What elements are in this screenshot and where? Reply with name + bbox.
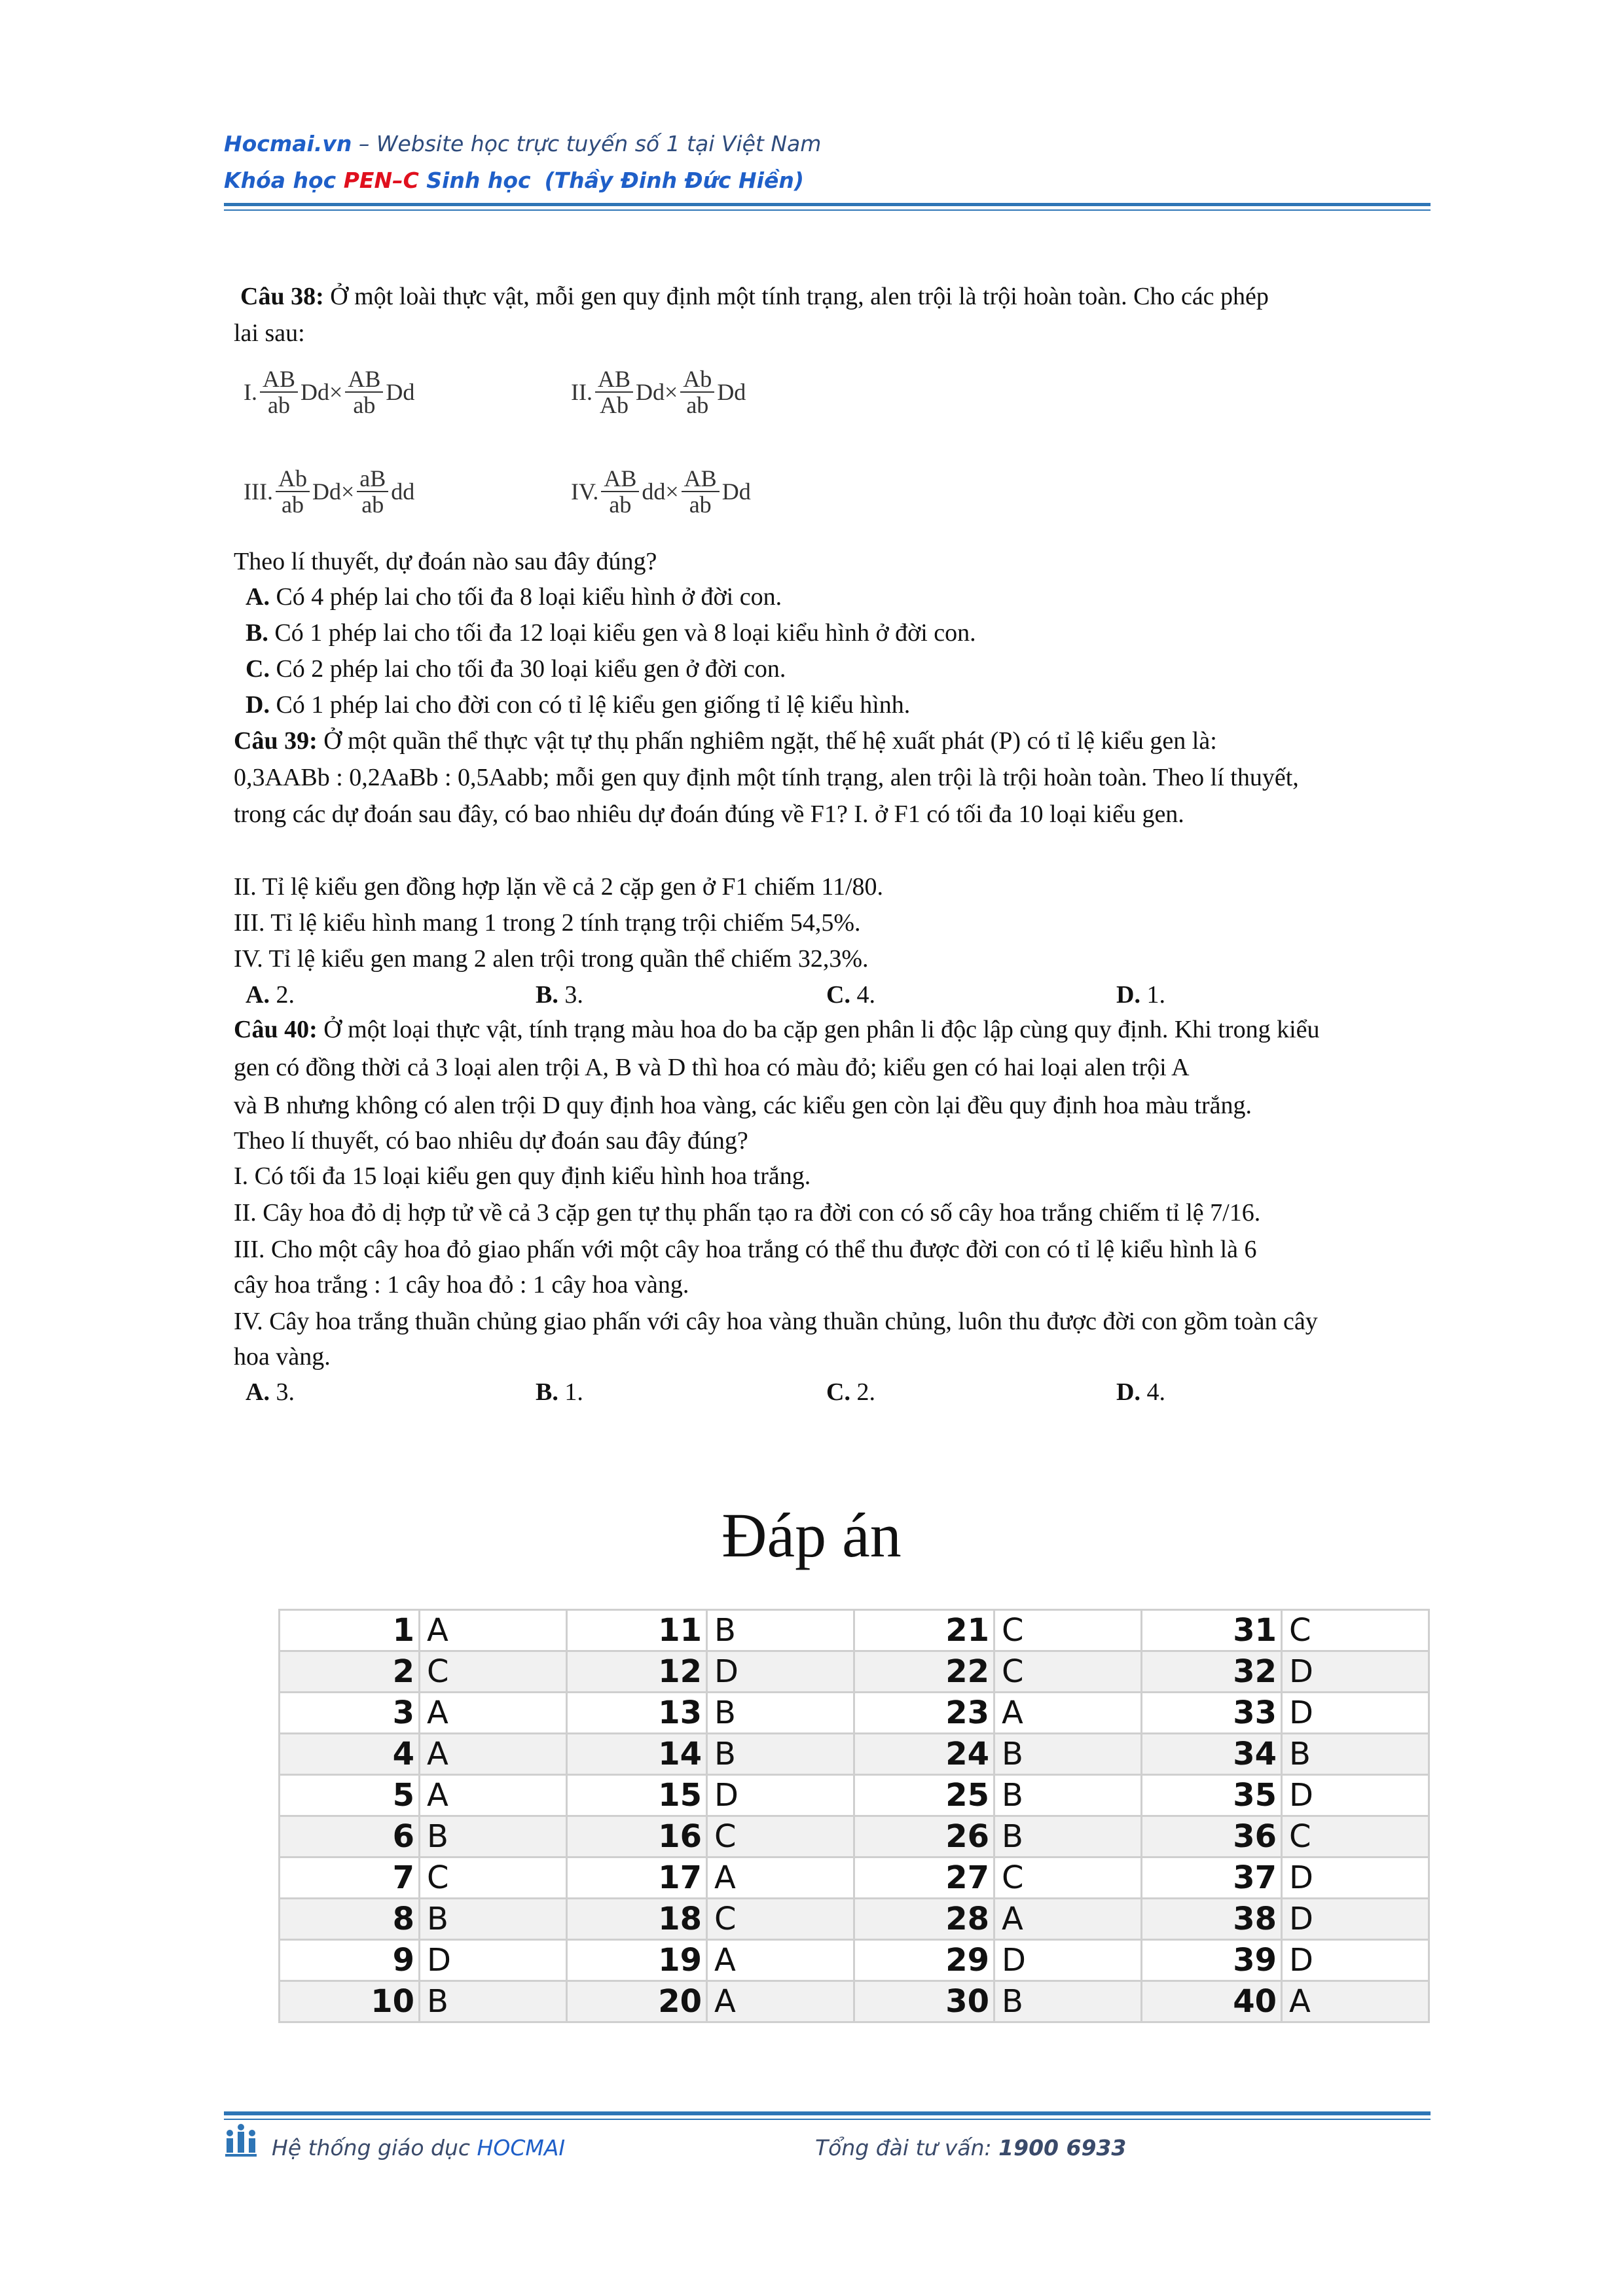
footer-right [815, 2135, 1126, 2161]
question-number: 6 [280, 1816, 420, 1857]
answer-letter: B [420, 1816, 567, 1857]
option-text: 4. [1140, 1378, 1165, 1406]
q39-statement-3: III. Tỉ lệ kiểu hình mang 1 trong 2 tính trạng trội chiếm 54,5%. [234, 909, 861, 937]
header-line-1 [224, 131, 821, 156]
answer-letter: D [707, 1651, 854, 1693]
q38-option-b[interactable] [246, 615, 976, 651]
answer-letter: A [420, 1693, 567, 1734]
q40-line-3: và B nhưng không có alen trội D quy định hoa vàng, các kiểu gen còn lại đều quy định hoa màu trắng. [234, 1092, 1252, 1119]
cross-4 [571, 466, 751, 517]
option-label: A. [246, 1378, 270, 1406]
cross-roman: II. [571, 379, 593, 405]
q39-text-1: Ở một quần thể thực vật tự thụ phấn nghiêm ngặt, thế hệ xuất phát (P) có tỉ lệ kiểu gen là: [317, 727, 1217, 755]
q40-option-b[interactable] [536, 1374, 583, 1410]
site-name[interactable]: Hocmai.vn [224, 131, 352, 156]
genotype-d: Dd [721, 478, 751, 505]
question-number: 11 [567, 1610, 707, 1651]
genotype-d: Dd [301, 379, 330, 405]
genotype-d: Dd [636, 379, 665, 405]
question-number: 27 [854, 1857, 994, 1899]
question-number: 18 [567, 1899, 707, 1940]
frac-den: ab [361, 492, 384, 518]
question-number: 25 [854, 1775, 994, 1816]
fraction [357, 466, 388, 517]
footer-rule-thick [224, 2111, 1431, 2115]
footer-brand: HOCMAI [477, 2135, 566, 2161]
table-row [280, 1775, 1429, 1816]
header-rule-thick [224, 203, 1431, 206]
q39-statement-2: II. Tỉ lệ kiểu gen đồng hợp lặn về cả 2 cặp gen ở F1 chiếm 11/80. [234, 873, 884, 901]
option-label: C. [826, 1378, 850, 1406]
option-text: Có 1 phép lai cho tối đa 12 loại kiểu gen và 8 loại kiểu hình ở đời con. [268, 619, 976, 647]
frac-num: AB [601, 466, 639, 492]
teacher-name: (Thầy Đinh Đức Hiền) [544, 168, 804, 193]
answer-letter: B [1282, 1734, 1429, 1775]
site-tagline: – Website học trực tuyến số 1 tại Việt Nam [352, 131, 822, 156]
fraction [260, 367, 298, 418]
answer-letter: A [707, 1857, 854, 1899]
question-number: 4 [280, 1734, 420, 1775]
q38-line-1 [240, 278, 1269, 315]
fraction [345, 367, 383, 418]
q40-statement-1: I. Có tối đa 15 loại kiểu gen quy định kiểu hình hoa trắng. [234, 1162, 811, 1190]
question-number: 32 [1142, 1651, 1282, 1693]
option-label: B. [536, 1378, 558, 1406]
answer-letter: B [420, 1981, 567, 2022]
q40-statement-3a: III. Cho một cây hoa đỏ giao phấn với một cây hoa trắng có thể thu được đời con có tỉ lệ kiểu hình là 6 [234, 1236, 1257, 1263]
q38-option-d[interactable] [246, 687, 910, 723]
answer-letter: C [1282, 1816, 1429, 1857]
q40-text-1: Ở một loại thực vật, tính trạng màu hoa do ba cặp gen phân li độc lập cùng quy định. Khi trong kiểu [317, 1016, 1320, 1043]
q40-line-1 [234, 1011, 1320, 1048]
answer-letter: B [994, 1775, 1142, 1816]
option-label: A. [246, 583, 270, 611]
answer-letter: B [420, 1899, 567, 1940]
answer-letter: D [1282, 1899, 1429, 1940]
question-number: 15 [567, 1775, 707, 1816]
question-number: 1 [280, 1610, 420, 1651]
question-number: 34 [1142, 1734, 1282, 1775]
question-number: 16 [567, 1816, 707, 1857]
answer-letter: A [1282, 1981, 1429, 2022]
fraction [595, 367, 633, 418]
question-number: 14 [567, 1734, 707, 1775]
q40-option-a[interactable] [246, 1374, 295, 1410]
frac-den: ab [686, 392, 709, 418]
answer-letter: D [420, 1940, 567, 1981]
option-label: D. [246, 691, 270, 719]
genotype-d: Dd [717, 379, 746, 405]
frac-num: Ab [276, 466, 310, 492]
cross-2 [571, 367, 746, 418]
fraction [601, 466, 639, 517]
option-text: 1. [1140, 981, 1165, 1009]
frac-num: AB [260, 367, 298, 393]
answer-letter: A [420, 1610, 567, 1651]
footer-left-prefix: Hệ thống giáo dục [272, 2135, 477, 2161]
question-number: 9 [280, 1940, 420, 1981]
q39-line-1 [234, 723, 1217, 759]
cross-symbol: × [329, 379, 343, 405]
answer-letter: B [994, 1981, 1142, 2022]
q39-line-2: 0,3AABb : 0,2AaBb : 0,5Aabb; mỗi gen quy định một tính trạng, alen trội là trội hoàn toàn. Theo lí thuyết, [234, 764, 1299, 791]
answer-letter: D [1282, 1940, 1429, 1981]
cross-roman: I. [244, 379, 257, 405]
table-row [280, 1610, 1429, 1651]
frac-den: ab [281, 492, 304, 518]
table-row [280, 1981, 1429, 2022]
table-row [280, 1899, 1429, 1940]
header-line-2 [224, 168, 804, 193]
answer-table [278, 1609, 1430, 2023]
q38-line-2: lai sau: [234, 319, 305, 347]
answer-letter: A [707, 1981, 854, 2022]
question-number: 26 [854, 1816, 994, 1857]
question-number: 17 [567, 1857, 707, 1899]
answer-letter: C [1282, 1610, 1429, 1651]
option-text: 3. [558, 981, 583, 1009]
question-number: 10 [280, 1981, 420, 2022]
question-number: 2 [280, 1651, 420, 1693]
question-number: 20 [567, 1981, 707, 2022]
footer-left [272, 2135, 565, 2161]
question-number: 5 [280, 1775, 420, 1816]
q40-line-2: gen có đồng thời cả 3 loại alen trội A, B và D thì hoa có màu đỏ; kiểu gen có hai loại alen trội A [234, 1054, 1190, 1081]
q38-prompt: Theo lí thuyết, dự đoán nào sau đây đúng? [234, 548, 657, 575]
option-text: Có 4 phép lai cho tối đa 8 loại kiểu hình ở đời con. [269, 583, 782, 611]
q40-statement-4b: hoa vàng. [234, 1343, 331, 1371]
option-label: C. [826, 981, 850, 1009]
frac-num: aB [357, 466, 388, 492]
answer-letter: A [994, 1899, 1142, 1940]
answer-letter: C [707, 1899, 854, 1940]
table-row [280, 1940, 1429, 1981]
frac-num: AB [345, 367, 383, 393]
hocmai-logo-icon [224, 2124, 258, 2158]
question-number: 28 [854, 1899, 994, 1940]
course-name: PEN–C [343, 168, 419, 193]
frac-num: Ab [680, 367, 714, 393]
question-number: 22 [854, 1651, 994, 1693]
question-number: 21 [854, 1610, 994, 1651]
question-number: 36 [1142, 1816, 1282, 1857]
question-number: 37 [1142, 1857, 1282, 1899]
q39-statement-4: IV. Tỉ lệ kiểu gen mang 2 alen trội trong quần thể chiếm 32,3%. [234, 945, 869, 973]
q40-option-d[interactable] [1116, 1374, 1165, 1410]
q39-line-3: trong các dự đoán sau đây, có bao nhiêu dự đoán đúng về F1? I. ở F1 có tối đa 10 loại kiểu gen. [234, 800, 1184, 828]
cross-symbol: × [665, 478, 679, 505]
question-number: 12 [567, 1651, 707, 1693]
option-text: 2. [269, 981, 295, 1009]
cross-symbol: × [340, 478, 355, 505]
question-number: 40 [1142, 1981, 1282, 2022]
question-number: 29 [854, 1940, 994, 1981]
frac-den: ab [609, 492, 632, 518]
option-text: Có 1 phép lai cho đời con có tỉ lệ kiểu gen giống tỉ lệ kiểu hình. [269, 691, 911, 719]
answers-title: Đáp án [721, 1500, 902, 1570]
question-number: 8 [280, 1899, 420, 1940]
answer-letter: D [1282, 1651, 1429, 1693]
footer-right-prefix: Tổng đài tư vấn: [815, 2135, 999, 2161]
answer-letter: C [420, 1857, 567, 1899]
footer-phone: 1900 6933 [998, 2135, 1127, 2161]
option-text: 4. [850, 981, 875, 1009]
table-row [280, 1693, 1429, 1734]
option-text: 1. [558, 1378, 583, 1406]
answer-letter: D [1282, 1857, 1429, 1899]
frac-num: AB [595, 367, 633, 393]
footer-rule-thin [224, 2119, 1431, 2120]
answer-letter: C [707, 1816, 854, 1857]
cross-roman: III. [244, 478, 273, 505]
fraction [680, 367, 714, 418]
answer-letter: C [994, 1651, 1142, 1693]
frac-den: ab [268, 392, 290, 418]
genotype-d: Dd [312, 478, 341, 505]
genotype-d: Dd [386, 379, 415, 405]
answer-letter: D [994, 1940, 1142, 1981]
q38-label: Câu 38: [240, 283, 324, 310]
q40-statement-3b: cây hoa trắng : 1 cây hoa đỏ : 1 cây hoa vàng. [234, 1271, 689, 1299]
option-text: 2. [850, 1378, 875, 1406]
question-number: 31 [1142, 1610, 1282, 1651]
q38-text-1: Ở một loài thực vật, mỗi gen quy định một tính trạng, alen trội là trội hoàn toàn. Cho các phép [323, 283, 1269, 310]
header-rule-thin [224, 209, 1431, 211]
q38-option-c[interactable] [246, 651, 786, 687]
course-prefix: Khóa học [224, 168, 344, 193]
answer-letter: D [707, 1775, 854, 1816]
q39-label: Câu 39: [234, 727, 318, 755]
q39-option-a[interactable] [246, 977, 295, 1013]
q39-option-d[interactable] [1116, 977, 1165, 1013]
answer-letter: A [994, 1693, 1142, 1734]
option-label: B. [246, 619, 268, 647]
question-number: 13 [567, 1693, 707, 1734]
cross-1 [244, 367, 414, 418]
table-row [280, 1816, 1429, 1857]
answer-letter: B [994, 1816, 1142, 1857]
answer-letter: A [420, 1734, 567, 1775]
table-row [280, 1857, 1429, 1899]
frac-num: AB [682, 466, 720, 492]
option-label: B. [536, 981, 558, 1009]
answer-letter: A [707, 1940, 854, 1981]
answer-letter: C [994, 1610, 1142, 1651]
question-number: 24 [854, 1734, 994, 1775]
question-number: 39 [1142, 1940, 1282, 1981]
table-row [280, 1734, 1429, 1775]
question-number: 38 [1142, 1899, 1282, 1940]
option-label: A. [246, 981, 270, 1009]
question-number: 3 [280, 1693, 420, 1734]
q40-line-4: Theo lí thuyết, có bao nhiêu dự đoán sau đây đúng? [234, 1127, 748, 1155]
q39-option-c[interactable] [826, 977, 875, 1013]
fraction [276, 466, 310, 517]
cross-roman: IV. [571, 478, 599, 505]
option-text: Có 2 phép lai cho tối đa 30 loại kiểu gen ở đời con. [269, 655, 786, 683]
q40-statement-4a: IV. Cây hoa trắng thuần chủng giao phấn với cây hoa vàng thuần chủng, luôn thu được đời con gồm toàn cây [234, 1308, 1318, 1335]
genotype-d: dd [391, 478, 415, 505]
answer-letter: C [420, 1651, 567, 1693]
cross-symbol: × [665, 379, 678, 405]
answer-letter: A [420, 1775, 567, 1816]
frac-den: ab [689, 492, 712, 518]
q39-option-b[interactable] [536, 977, 583, 1013]
answer-letter: B [707, 1610, 854, 1651]
frac-den: Ab [599, 392, 629, 418]
question-number: 7 [280, 1857, 420, 1899]
question-number: 19 [567, 1940, 707, 1981]
answer-letter: B [707, 1734, 854, 1775]
question-number: 35 [1142, 1775, 1282, 1816]
question-number: 23 [854, 1693, 994, 1734]
answer-letter: B [994, 1734, 1142, 1775]
option-text: 3. [269, 1378, 295, 1406]
q38-option-a[interactable] [246, 579, 782, 615]
question-number: 30 [854, 1981, 994, 2022]
question-number: 33 [1142, 1693, 1282, 1734]
q40-option-c[interactable] [826, 1374, 875, 1410]
answer-letter: B [707, 1693, 854, 1734]
option-label: C. [246, 655, 270, 683]
q40-label: Câu 40: [234, 1016, 318, 1043]
option-label: D. [1116, 981, 1140, 1009]
answer-letter: D [1282, 1775, 1429, 1816]
course-subject: Sinh học [418, 168, 531, 193]
genotype-d: dd [642, 478, 666, 505]
cross-3 [244, 466, 414, 517]
answer-letter: D [1282, 1693, 1429, 1734]
option-label: D. [1116, 1378, 1140, 1406]
fraction [682, 466, 720, 517]
q40-statement-2: II. Cây hoa đỏ dị hợp tử về cả 3 cặp gen tự thụ phấn tạo ra đời con có số cây hoa trắng chiếm tỉ lệ 7/16. [234, 1199, 1261, 1227]
table-row [280, 1651, 1429, 1693]
answer-letter: C [994, 1857, 1142, 1899]
frac-den: ab [353, 392, 376, 418]
